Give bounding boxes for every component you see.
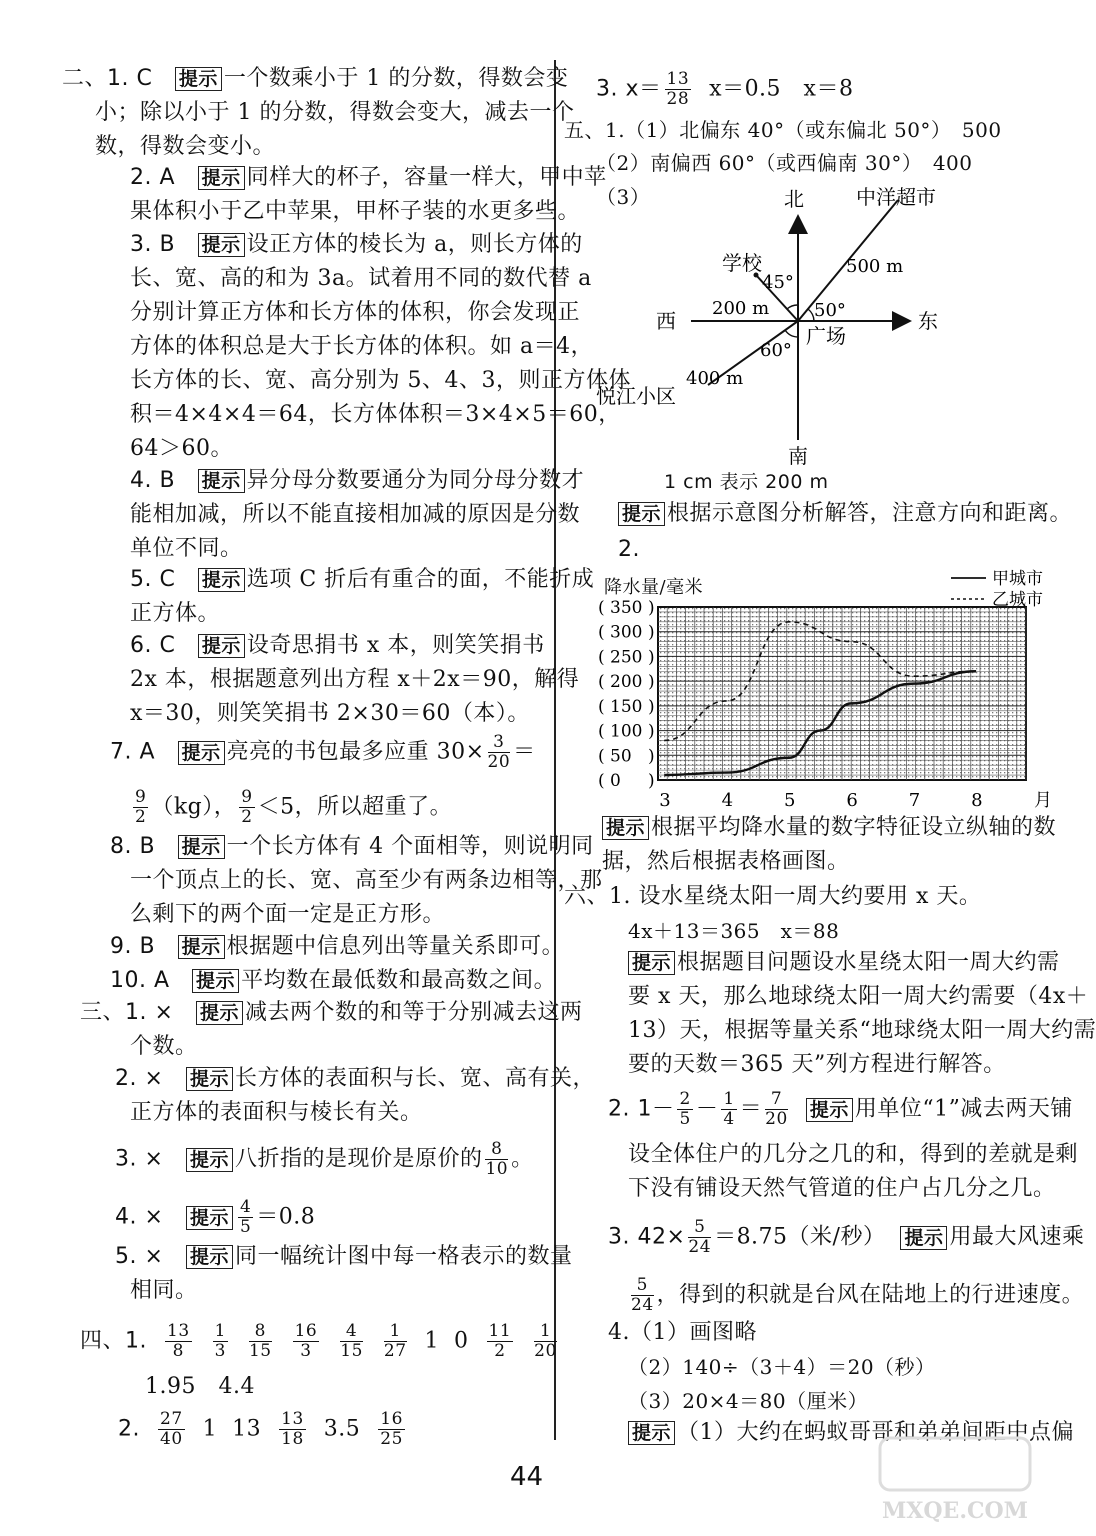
y-tick-label: ( 200 (598, 672, 643, 693)
chart-ylabel: 降水量/毫米 (604, 577, 704, 598)
answer-2-1: 二、1. C 提示 一个数乘小于 1 的分数，得数会变 (62, 66, 569, 91)
answer-5-2-hint-line2: 据，然后根据表格画图。 (602, 849, 850, 874)
direction-map (596, 180, 1046, 480)
angle-arc-45 (787, 305, 798, 309)
y-tick-paren: ) (648, 721, 655, 742)
store-label: 中洋超市 (856, 185, 936, 209)
answer-5-1-hint: 提示 根据示意图分析解答，注意方向和距离。 (618, 499, 1072, 529)
answer-4-1-line2: 1.95 4.4 (145, 1374, 255, 1399)
y-tick-label: ( 100 (598, 721, 643, 742)
x-tick-label: 6 (846, 790, 858, 811)
svg-text:MXQE.COM: MXQE.COM (881, 1498, 1029, 1524)
answer-3-1: 三、1. × 提示 减去两个数的和等于分别减去这两 (80, 1000, 583, 1025)
answer-2-2-line2: 果体积小于乙中苹果，甲杯子装的水更多些。 (130, 199, 581, 224)
answer-2-6-line3: x＝30，则笑笑捐书 2×30＝60（本）。 (130, 701, 530, 726)
page-number: 44 (510, 1462, 544, 1492)
answer-6-1-line4: 要的天数＝365 天”列方程进行解答。 (628, 1052, 1006, 1077)
fraction: $\frac{9}{2}$ (135, 787, 147, 827)
answer-6-1-line2: 要 x 天，那么地球绕太阳一周大约需要（4x＋ (628, 984, 1089, 1009)
y-tick-label: ( 50 (598, 746, 632, 767)
answer-2-6: 6. C 提示 设奇思捐书 x 本，则笑笑捐书 (130, 633, 545, 658)
y-tick-paren: ) (648, 771, 655, 791)
distance-500: 500 m (846, 256, 904, 277)
answer-2-10: 10. A 提示 平均数在最低数和最高数之间。 (110, 968, 557, 993)
school-label: 学校 (722, 251, 762, 275)
y-tick-paren: ) (648, 746, 655, 767)
fraction: $\frac{9}{2}$ (241, 787, 253, 827)
answer-2-3-line3: 分别计算正方体和长方体的体积，你会发现正 (130, 300, 581, 325)
answer-6-3-line2: $\frac{5}{24}$ ，得到的积就是台风在陆地上的行进速度。 (631, 1275, 1085, 1315)
answer-2-5: 5. C 提示 选项 C 折后有重合的面，不能折成 (130, 567, 595, 592)
answer-3-5-line2: 相同。 (130, 1278, 198, 1303)
x-tick-label: 7 (908, 790, 921, 811)
answer-5-1-3: （3） (596, 185, 651, 209)
answer-2-9: 9. B 提示 根据题中信息列出等量关系即可。 (110, 934, 565, 959)
fraction: $\frac{8}{10}$ (485, 1139, 509, 1179)
y-tick-label: ( 300 (598, 622, 643, 643)
y-tick-paren: ) (648, 598, 655, 618)
answer-3-3: 3. × 提示 八折指的是现价是原价的 $\frac{8}{10}$ 。 (115, 1139, 534, 1179)
answer-6-1-line3: 13）天，根据等量关系“地球绕太阳一周大约需 (628, 1018, 1096, 1043)
answer-2-4: 4. B 提示 异分母分数要通分为同分母分数才 (130, 468, 585, 493)
fraction: $\frac{3}{20}$ (487, 732, 511, 772)
east-label: 东 (918, 309, 938, 333)
answer-5-1-1: 五、1.（1）北偏东 40°（或东偏北 50°） 500 (564, 118, 1002, 142)
answer-6-4-3: （3）20×4＝80（厘米） (628, 1389, 869, 1413)
plaza-label: 广场 (806, 324, 846, 348)
distance-400: 400 m (686, 368, 744, 389)
answer-3-4: 4. × 提示 $\frac{4}{5}$ ＝0.8 (115, 1197, 316, 1237)
answer-6-4-2: （2）140÷（3＋4）＝20（秒） (628, 1355, 936, 1379)
y-tick-label: ( 350 (598, 598, 643, 618)
x-tick-label: 5 (783, 790, 796, 811)
west-label: 西 (656, 309, 676, 333)
answer-2-1-line3: 数，得数会变小。 (95, 134, 276, 159)
answer-3-5: 5. × 提示 同一幅统计图中每一格表示的数量 (115, 1244, 573, 1269)
distance-200: 200 m (712, 298, 770, 319)
answer-6-3: 3. 42× $\frac{5}{24}$ ＝8.75（米/秒） 提示 用最大风速乘 (608, 1217, 1085, 1257)
estate-label: 悦江小区 (596, 384, 676, 408)
answer-6-2: 2. 1－ $\frac{2}{5}$ － $\frac{1}{4}$ ＝ $\frac{7}{20}$ 提示 用单位“1”减去两天铺 (608, 1089, 1073, 1129)
south-label: 南 (788, 444, 808, 468)
answer-5-2: 2. (618, 537, 640, 562)
answer-2-1-line2: 小；除以小于 1 的分数，得数会变大，减去一个 (95, 100, 575, 125)
angle-60: 60° (760, 340, 792, 361)
answer-6-1: 六、1. 设水星绕太阳一周大约要用 x 天。 (564, 884, 982, 909)
answer-2-8-line2: 一个顶点上的长、宽、高至少有两条边相等，那 (130, 868, 603, 893)
x-tick-label: 4 (721, 790, 734, 811)
answer-5-1-2: （2）南偏西 60°（或西偏南 30°） 400 (596, 151, 973, 175)
answer-6-4: 4.（1）画图略 (608, 1320, 757, 1345)
y-tick-label: ( 0 (598, 771, 621, 791)
answer-3-2-line2: 正方体的表面积与棱长有关。 (130, 1100, 423, 1125)
y-tick-paren: ) (648, 622, 655, 643)
y-tick-label: ( 250 (598, 647, 643, 668)
answer-2-7: 7. A 提示 亮亮的书包最多应重 30× $\frac{3}{20}$ ＝ (110, 732, 536, 772)
answer-2-5-line2: 正方体。 (130, 601, 221, 626)
answer-4-3: 3. x＝ $\frac{13}{28}$ x＝0.5 x＝8 (596, 69, 854, 109)
answer-2-4-line3: 单位不同。 (130, 536, 243, 561)
legend-city-b: 乙城市 (992, 590, 1043, 610)
answer-2-4-line2: 能相加减，所以不能直接相加减的原因是分数 (130, 502, 581, 527)
answer-2-3-line7: 64＞60。 (130, 436, 233, 461)
north-label: 北 (784, 187, 804, 211)
answer-5-2-hint: 提示 根据平均降水量的数字特征设立纵轴的数 (602, 813, 1056, 843)
x-axis-label: 月 (1034, 790, 1052, 811)
angle-50: 50° (814, 300, 846, 321)
x-tick-label: 3 (659, 790, 671, 811)
y-tick-paren: ) (648, 672, 655, 693)
answer-4-2: 2. $\frac{27}{40}$ 1 13 $\frac{13}{18}$ 3.5 $\frac{16}{25}$ (118, 1409, 403, 1449)
answer-6-1-hint: 提示 根据题目问题设水星绕太阳一周大约需 (628, 948, 1060, 978)
chart-legend (951, 569, 1043, 610)
y-tick-paren: ) (648, 696, 655, 717)
answer-2-3-line6: 积＝4×4×4＝64，长方体体积＝3×4×5＝60， (130, 402, 621, 427)
answer-4-1: 四、1. $\frac{13}{8}$ $\frac{1}{3}$ $\frac{8}{15}$ $\frac{16}{3}$ $\frac{4}{15}$ $\frac{1}{27}$ 1 0 $\frac{11}{2}$ $\frac{1}{20}$ (80, 1321, 557, 1361)
watermark-logo (870, 1430, 1040, 1530)
angle-45: 45° (762, 272, 794, 293)
y-tick-label: ( 150 (598, 696, 643, 717)
answer-2-3: 3. B 提示 设正方体的棱长为 a，则长方体的 (130, 232, 583, 257)
answer-3-2: 2. × 提示 长方体的表面积与长、宽、高有关， (115, 1066, 595, 1091)
answer-2-8-line3: 么剩下的两个面一定是正方形。 (130, 902, 446, 927)
answer-3-1-line2: 个数。 (130, 1034, 198, 1059)
angle-arc-60 (785, 330, 798, 337)
legend-city-a: 甲城市 (992, 569, 1043, 589)
answer-2-3-line5: 长方体的长、宽、高分别为 5、4、3，则正方体体 (130, 368, 631, 393)
answer-6-4-hint: 提示 （1）大约在蚂蚁哥哥和弟弟间距中点偏 (628, 1418, 1074, 1448)
answer-2-6-line2: 2x 本，根据题意列出方程 x＋2x＝90，解得 (130, 667, 580, 692)
answer-2-2: 2. A 提示 同样大的杯子，容量一样大，甲中苹 (130, 165, 607, 190)
answer-6-2-line2: 设全体住户的几分之几的和，得到的差就是剩 (628, 1142, 1079, 1167)
answer-2-3-line4: 方体的体积总是大于长方体的体积。如 a＝4， (130, 334, 594, 359)
answer-2-3-line2: 长、宽、高的和为 3a。试着用不同的数代替 a (130, 266, 592, 291)
map-scale: 1 cm 表示 200 m (664, 471, 829, 493)
x-tick-label: 8 (971, 790, 983, 811)
fraction: $\frac{4}{5}$ (239, 1197, 252, 1237)
answer-2-8: 8. B 提示 一个长方体有 4 个面相等，则说明同 (110, 834, 594, 859)
rainfall-chart (556, 560, 1052, 820)
answer-6-1-eq: 4x＋13＝365 x＝88 (628, 919, 840, 943)
answer-6-2-line3: 下没有铺设天然气管道的住户占几分之几。 (628, 1176, 1056, 1201)
y-tick-paren: ) (648, 647, 655, 668)
answer-2-7-line2: $\frac{9}{2}$ （kg）， $\frac{9}{2}$ ＜5，所以超重了。 (135, 787, 453, 827)
